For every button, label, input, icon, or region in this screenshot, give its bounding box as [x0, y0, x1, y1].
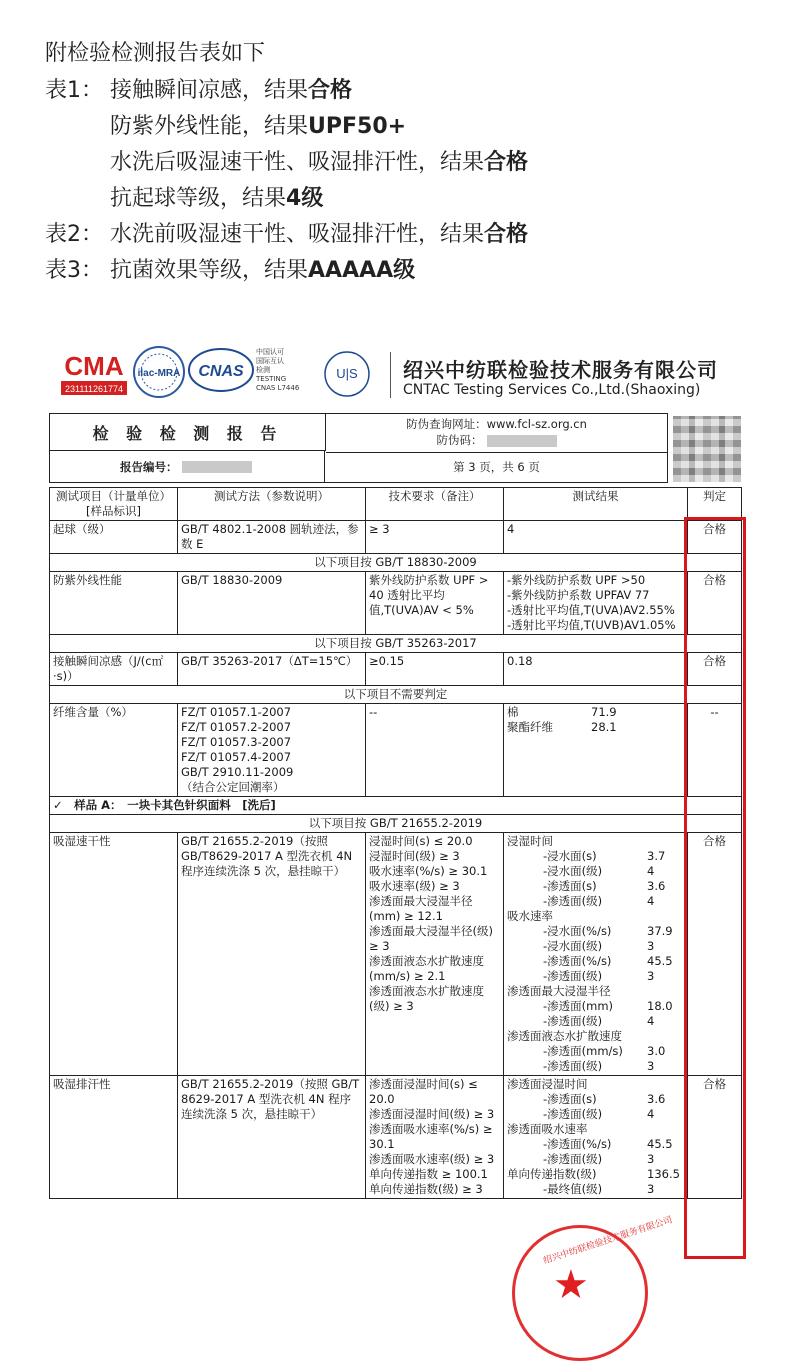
- requirement-line: 渗透面液态水扩散速度(级) ≥ 3: [369, 984, 484, 1013]
- section-row: 以下项目不需要判定: [50, 686, 742, 704]
- col-header-method: 测试方法（参数说明）: [178, 488, 366, 521]
- requirement-line: 渗透面液态水扩散速度(mm/s) ≥ 2.1: [369, 954, 484, 983]
- lab-name-cn: 绍兴中纺联检验技术服务有限公司: [403, 358, 718, 382]
- stamp-star-icon: ★: [553, 1262, 589, 1308]
- requirement-line: 吸水速率(级) ≥ 3: [369, 879, 460, 893]
- col-header-verdict: 判定: [688, 488, 742, 521]
- requirement-line: 渗透面吸水速率(%/s) ≥ 30.1: [369, 1122, 493, 1151]
- redacted-code: [487, 435, 557, 447]
- result-line: -浸水面(级) 3: [543, 939, 655, 953]
- result-line: -渗透面(级) 3: [543, 1152, 655, 1166]
- ilac-mra-logo-icon: [132, 345, 186, 399]
- col-header-req: 技术要求（备注）: [366, 488, 504, 521]
- table-row: 吸湿速干性 GB/T 21655.2-2019（按照 GB/T8629-2017 A 型洗衣机 4N 程序连续洗涤 5 次，悬挂晾干） 浸湿时间(s) ≤ 20.0 浸湿时间(级) ≥ 3 吸水速率(%/s) ≥ 30.1 吸水速率(级) ≥ 3 渗透面最大浸湿半径(mm) ≥ 12.1 渗透面最大浸湿半径(级) ≥ 3 渗透面液态水扩散速度(mm/s) ≥ 2.1 渗透面液态水扩散速度(级) ≥ 3 浸湿时间 -浸水面(s) 3.7 -浸水面(级) 4 -渗透面(s) 3.6 -渗透面(级) 4 吸水速率 -浸水面(%/s) 37.9 -浸水面(级) 3 -渗透面(%/s) 45.5 -渗透面(级) 3 渗透面最大浸湿半径 -渗透面(mm) 18.0 -渗透面(级) 4 渗透面液态水扩散速度 -渗透面(mm/s) 3.0 -渗透面(级) 3 合格: [50, 833, 742, 1076]
- requirement-line: 渗透面浸湿时间(级) ≥ 3: [369, 1107, 495, 1121]
- table-row: 吸湿排汗性 GB/T 21655.2-2019（按照 GB/T 8629-2017 A 型洗衣机 4N 程序连续洗涤 5 次，悬挂晾干） 渗透面浸湿时间(s) ≤ 20.0 渗透面浸湿时间(级) ≥ 3 渗透面吸水速率(%/s) ≥ 30.1 渗透面吸水速率(级) ≥ 3 单向传递指数 ≥ 100.1 单向传递指数(级) ≥ 3 渗透面浸湿时间 -渗透面(s) 3.6 -渗透面(级) 4 渗透面吸水速率 -渗透面(%/s) 45.5 -渗透面(级) 3 单向传递指数(级) 136.5 -最终值(级) 3 合格: [50, 1076, 742, 1199]
- report-header: [60, 342, 740, 404]
- svg-text:U|S: U|S: [336, 366, 358, 381]
- intro-row: 表3： 抗菌效果等级，结果AAAAA级: [45, 258, 416, 283]
- result-line: -渗透面(%/s) 45.5: [543, 954, 673, 968]
- result-line: -浸水面(级) 4: [543, 864, 655, 878]
- table-row: 接触瞬间凉感（J/(c㎡·s)） GB/T 35263-2017（ΔT=15℃） ≥0.15 0.18 合格: [50, 653, 742, 686]
- section-row: 以下项目按 GB/T 18830-2009: [50, 554, 742, 572]
- verify-url: 防伪查询网址：www.fcl-sz.org.cn: [406, 417, 587, 431]
- result-line: 吸水速率: [507, 909, 553, 923]
- result-line: -渗透面(级) 3: [543, 1059, 655, 1073]
- requirement-line: 单向传递指数(级) ≥ 3: [369, 1182, 483, 1196]
- svg-text:ilac-MRA: ilac-MRA: [137, 368, 181, 379]
- redacted-report-no: [182, 461, 252, 473]
- cma-logo-icon: [60, 347, 128, 397]
- verify-info: [326, 414, 667, 453]
- sample-row: ✓ 样品 A： 一块卡其色针织面料 [洗后]: [50, 797, 742, 815]
- cnas-logo-icon: [188, 347, 254, 393]
- result-line: -渗透面(s) 3.6: [543, 1092, 666, 1106]
- report-number: 报告编号：: [50, 451, 325, 482]
- requirement-line: 吸水速率(%/s) ≥ 30.1: [369, 864, 488, 878]
- requirement-line: 渗透面吸水速率(级) ≥ 3: [369, 1152, 495, 1166]
- cnas-text: 中国认可 国际互认 检测 TESTING CNAS L7446: [256, 348, 300, 392]
- requirement-line: 浸湿时间(级) ≥ 3: [369, 849, 460, 863]
- result-line: -渗透面(mm/s) 3.0: [543, 1044, 666, 1058]
- verdict-highlight-box: [684, 517, 746, 1259]
- result-line: 渗透面吸水速率: [507, 1122, 588, 1136]
- result-line: 单向传递指数(级) 136.5: [507, 1167, 680, 1181]
- report-info-box: [49, 413, 668, 483]
- requirement-line: 单向传递指数 ≥ 100.1: [369, 1167, 488, 1181]
- result-line: 渗透面浸湿时间: [507, 1077, 588, 1091]
- intro-row: 抗起球等级，结果4级: [110, 186, 324, 211]
- table-header-row: [50, 488, 742, 521]
- intro-title: 附检验检测报告表如下: [45, 41, 266, 66]
- intro-row: 水洗后吸湿速干性、吸湿排汗性，结果合格: [110, 150, 529, 175]
- table-row: 起球（级） GB/T 4802.1-2008 圆轨迹法，参数 E ≥ 3 4 合格: [50, 521, 742, 554]
- header-divider: [390, 352, 391, 398]
- qr-overlay: [673, 416, 741, 482]
- section-row: 以下项目按 GB/T 35263-2017: [50, 635, 742, 653]
- result-line: -渗透面(s) 3.6: [543, 879, 666, 893]
- stamp-text: 绍兴中纺联检验技术服务有限公司: [542, 1215, 674, 1267]
- table-row: 纤维含量（%） FZ/T 01057.1-2007 FZ/T 01057.2-2007 FZ/T 01057.3-2007 FZ/T 01057.4-2007 GB/T 2910.11-2009 （结合公定回潮率） -- 棉 71.9 聚酯纤维 28.1 --: [50, 704, 742, 797]
- result-line: -渗透面(级) 4: [543, 1107, 655, 1121]
- requirement-line: 渗透面最大浸湿半径(级) ≥ 3: [369, 924, 493, 953]
- svg-text:CMA: CMA: [64, 351, 124, 381]
- result-line: -渗透面(级) 3: [543, 969, 655, 983]
- result-line: -渗透面(%/s) 45.5: [543, 1137, 673, 1151]
- result-line: -渗透面(级) 4: [543, 894, 655, 908]
- result-line: -浸水面(%/s) 37.9: [543, 924, 673, 938]
- svg-text:CNAS: CNAS: [198, 363, 244, 380]
- cma-code: 231111261774: [64, 384, 124, 394]
- lab-name-en: CNTAC Testing Services Co.,Ltd.(Shaoxing): [403, 382, 701, 398]
- result-line: -渗透面(mm) 18.0: [543, 999, 673, 1013]
- requirement-line: 渗透面最大浸湿半径(mm) ≥ 12.1: [369, 894, 473, 923]
- page-indicator: 第 3 页，共 6 页: [453, 459, 540, 474]
- intro-row: 防紫外线性能，结果UPF50+: [110, 114, 407, 139]
- col-header-result: 测试结果: [504, 488, 688, 521]
- requirement-line: 浸湿时间(s) ≤ 20.0: [369, 834, 473, 848]
- requirement-line: 渗透面浸湿时间(s) ≤ 20.0: [369, 1077, 478, 1106]
- table-row: 防紫外线性能 GB/T 18830-2009 紫外线防护系数 UPF > 40 透射比平均值,T(UVA)AV < 5% -紫外线防护系数 UPF >50 -紫外线防护系数 UPFAV 77 -透射比平均值,T(UVA)AV2.55% -透射比平均值,T(UVB)AV1.05% 合格: [50, 572, 742, 635]
- result-line: 渗透面液态水扩散速度: [507, 1029, 622, 1043]
- result-line: 渗透面最大浸湿半径: [507, 984, 611, 998]
- verify-code: 防伪码：: [326, 432, 667, 448]
- result-line: -最终值(级) 3: [543, 1182, 655, 1196]
- section-row: 以下项目按 GB/T 21655.2-2019: [50, 815, 742, 833]
- intro-row: 表2： 水洗前吸湿速干性、吸湿排汗性，结果合格: [45, 222, 529, 247]
- result-line: -渗透面(级) 4: [543, 1014, 655, 1028]
- intro-row: 表1： 接触瞬间凉感，结果合格: [45, 78, 353, 103]
- col-header-item: 测试项目（计量单位）[样品标识]: [50, 488, 178, 521]
- report-title: 检 验 检 测 报 告: [50, 414, 326, 451]
- results-table: [49, 487, 742, 1199]
- uts-logo-icon: [323, 350, 371, 398]
- result-line: -浸水面(s) 3.7: [543, 849, 666, 863]
- result-line: 浸湿时间: [507, 834, 553, 848]
